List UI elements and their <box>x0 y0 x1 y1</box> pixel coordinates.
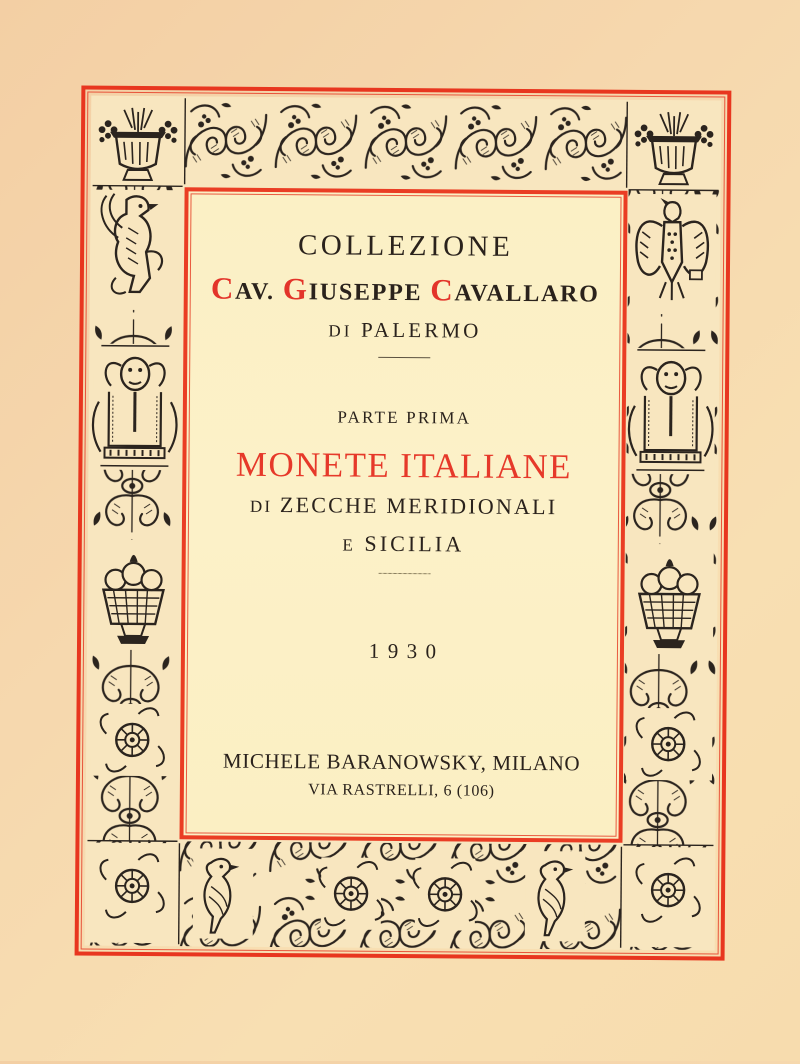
initial-cavallaro: C <box>430 272 455 308</box>
subtitle-1-text: ZECCHE MERIDIONALI <box>279 492 558 520</box>
subtitle-2-text: SICILIA <box>364 530 465 557</box>
title-panel <box>188 195 620 834</box>
collection-label: COLLEZIONE <box>297 229 514 263</box>
initial-giuseppe: G <box>282 271 309 307</box>
divider-rule-dotted <box>379 573 431 574</box>
collector-name <box>192 270 619 309</box>
publisher-name: MICHELE BARANOWSKY, MILANO <box>222 748 581 776</box>
city-prefix: DI <box>328 321 353 341</box>
word-cavallaro: AVALLARO <box>454 280 600 308</box>
collector-city <box>191 316 618 344</box>
main-title: MONETE ITALIANE <box>235 444 573 487</box>
part-label: PARTE PRIMA <box>337 407 472 428</box>
subtitle-line-1 <box>190 491 617 520</box>
publisher-address: VIA RASTRELLI, 6 (106) <box>308 781 495 800</box>
divider-rule <box>378 357 430 359</box>
word-giuseppe: IUSEPPE <box>308 279 423 307</box>
word-cav: AV. <box>234 278 275 306</box>
city-name: PALERMO <box>360 317 482 343</box>
subtitle-line-2 <box>190 529 617 558</box>
subtitle-1-prefix: DI <box>249 496 273 516</box>
subtitle-2-prefix: E <box>342 535 356 555</box>
publication-year: 1930 <box>368 638 445 664</box>
initial-cav: C <box>210 270 236 306</box>
